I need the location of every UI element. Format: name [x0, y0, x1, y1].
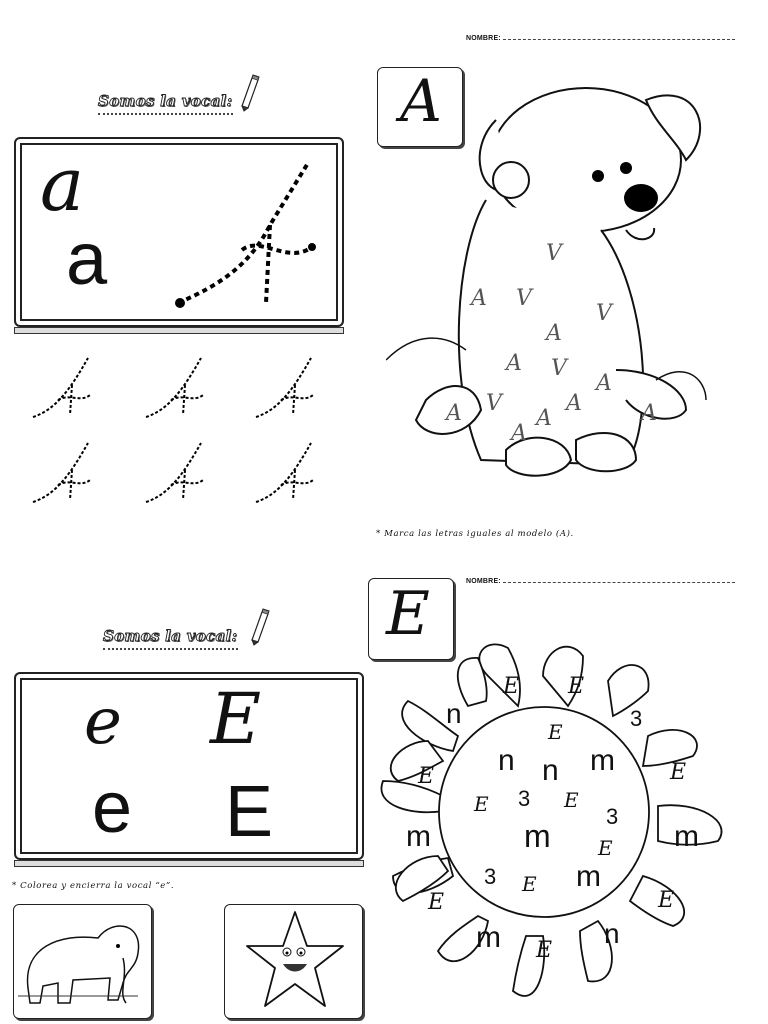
nombre-label-top: NOMBRE:	[466, 34, 735, 42]
sun-ray-letter[interactable]: 3	[630, 706, 643, 731]
trace-A-3	[253, 355, 318, 420]
sun-ray-letter[interactable]: n	[604, 918, 620, 949]
sun-center-letter[interactable]: m	[590, 744, 615, 777]
sun-center-letter[interactable]: n	[498, 744, 515, 777]
cursive-a: a	[40, 142, 85, 228]
nombre-line-top[interactable]	[503, 34, 735, 40]
sun-ray-letter[interactable]: E	[503, 674, 520, 699]
cursive-lower-e: e	[84, 685, 122, 759]
title-underline-top	[98, 110, 233, 115]
sun-center-letter[interactable]: E	[564, 788, 579, 812]
trace-A-4	[30, 440, 95, 505]
dog-letter[interactable]: A	[566, 391, 582, 416]
dog-letter[interactable]: A	[511, 421, 527, 446]
sun-ray-letter[interactable]: E	[670, 760, 687, 785]
sun-ray-letter[interactable]: n	[446, 698, 462, 729]
sun-ray-letter[interactable]: E	[568, 674, 585, 699]
dog-letter[interactable]: A	[471, 286, 487, 311]
sun-ray-letter[interactable]: m	[406, 820, 431, 853]
title-bottom: Somos la vocal:	[103, 627, 238, 645]
dog-letter[interactable]: V	[551, 356, 567, 381]
sun-ray-letter[interactable]: E	[658, 888, 675, 913]
sun-letters	[368, 636, 742, 1014]
sun-center-letter[interactable]: E	[598, 836, 613, 860]
trace-A-1	[30, 355, 95, 420]
dog-letter[interactable]: A	[546, 321, 562, 346]
sun-center-letter[interactable]: E	[522, 872, 537, 896]
chalkboard-ledge-top	[14, 327, 344, 334]
title-underline-bottom	[103, 645, 238, 650]
model-letter-E: E	[386, 579, 430, 649]
dog-letter[interactable]: A	[536, 406, 552, 431]
sun-center-letter[interactable]: 3	[606, 804, 619, 829]
instruction-top: * Marca las letras iguales al modelo (A).	[376, 529, 574, 539]
sun-center-letter[interactable]: 3	[484, 864, 497, 889]
trace-A-6	[253, 440, 318, 505]
dotted-cursive-A-large	[170, 155, 320, 315]
print-lower-e: e	[92, 768, 133, 848]
sun-ray-letter[interactable]: E	[418, 764, 435, 789]
sun-ray-letter[interactable]: E	[536, 938, 553, 963]
instruction-bottom: * Colorea y encierra la vocal “e”.	[12, 881, 175, 891]
print-upper-E: E	[225, 772, 274, 852]
dog-letter[interactable]: A	[506, 351, 522, 376]
cursive-upper-E: E	[210, 678, 262, 760]
chalkboard-bottom	[14, 672, 364, 860]
sun-ray-letter[interactable]: m	[674, 820, 699, 853]
dog-letter[interactable]: V	[546, 241, 562, 266]
sun-center-letter[interactable]: E	[474, 792, 489, 816]
dog-letter[interactable]: A	[641, 401, 657, 426]
dog-letter[interactable]: V	[596, 301, 612, 326]
sun-center-letter[interactable]: m	[524, 818, 551, 854]
sun-ray-letter[interactable]: E	[548, 720, 563, 744]
sun-ray-letter[interactable]: E	[428, 890, 445, 915]
dog-letter[interactable]: A	[596, 371, 612, 396]
nombre-label-bottom: NOMBRE:	[466, 577, 735, 585]
nombre-line-bottom[interactable]	[503, 577, 735, 583]
dog-letter[interactable]: V	[516, 286, 532, 311]
elephant-illustration	[18, 908, 146, 1012]
sun-ray-letter[interactable]: m	[476, 921, 501, 954]
sun-ray-letter[interactable]: m	[576, 860, 601, 893]
dog-letter[interactable]: A	[446, 401, 462, 426]
trace-A-5	[143, 440, 208, 505]
chalkboard-ledge-bottom	[14, 860, 364, 867]
dog-illustration	[386, 80, 716, 500]
dog-letter[interactable]: V	[486, 391, 502, 416]
trace-A-2	[143, 355, 208, 420]
pencil-icon	[246, 606, 272, 646]
pencil-icon	[236, 72, 262, 112]
model-letter-A: A	[400, 67, 442, 135]
sun-center-letter[interactable]: n	[542, 754, 559, 787]
sun-center-letter[interactable]: 3	[518, 786, 531, 811]
print-a: a	[66, 217, 108, 300]
star-illustration	[245, 908, 345, 1012]
title-top: Somos la vocal:	[98, 92, 233, 110]
